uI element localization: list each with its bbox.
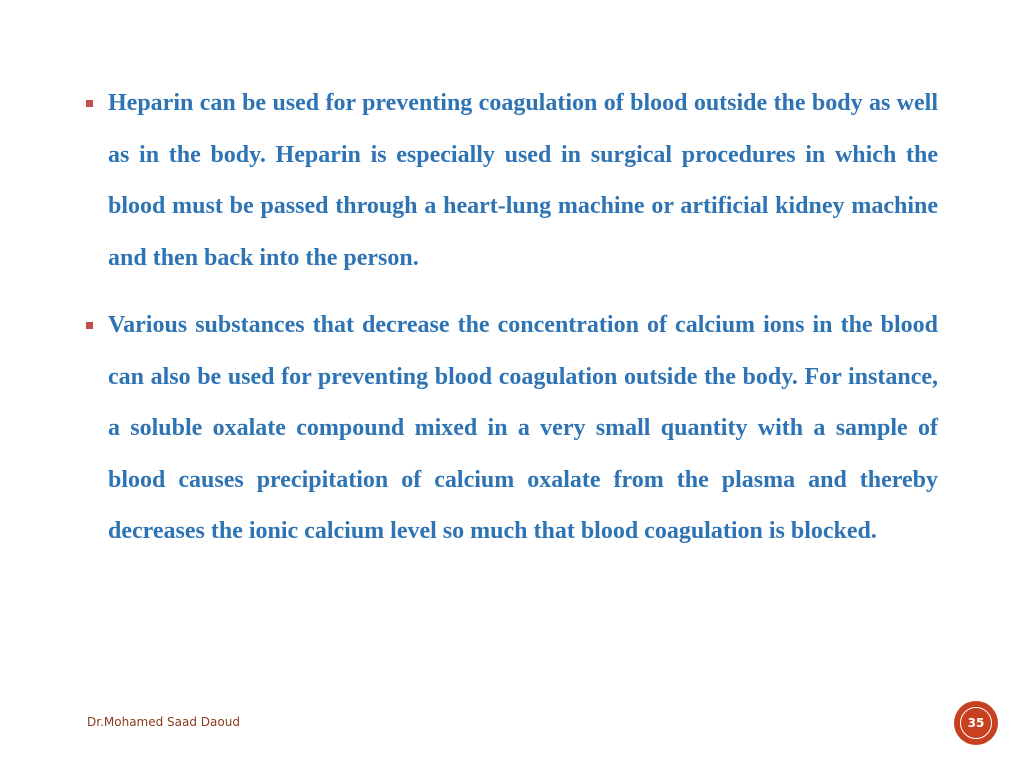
bullet-text: Heparin can be used for preventing coagulation of blood outside the body as well as in the body. Heparin is especially used in surgical procedures in which the blood must be passed through a heart-lung machine or artificial kidney machine and then back into the person. (108, 90, 938, 271)
bullet-item-calcium (86, 300, 938, 558)
footer-author: Dr.Mohamed Saad Daoud (87, 715, 240, 729)
bullet-list (86, 78, 938, 574)
square-bullet-icon (86, 322, 93, 329)
page-number-badge (955, 702, 997, 744)
page-number: 35 (967, 716, 985, 730)
bullet-item-heparin (86, 78, 938, 284)
bullet-text: Various substances that decrease the concentration of calcium ions in the blood can also be used for preventing blood coagulation outside the body. For instance, a soluble oxalate compound mixed in a very small quantity with a sample of blood causes precipitation of calcium oxalate from the plasma and thereby decreases the ionic calcium level so much that blood coagulation is blocked. (108, 312, 938, 544)
square-bullet-icon (86, 100, 93, 107)
